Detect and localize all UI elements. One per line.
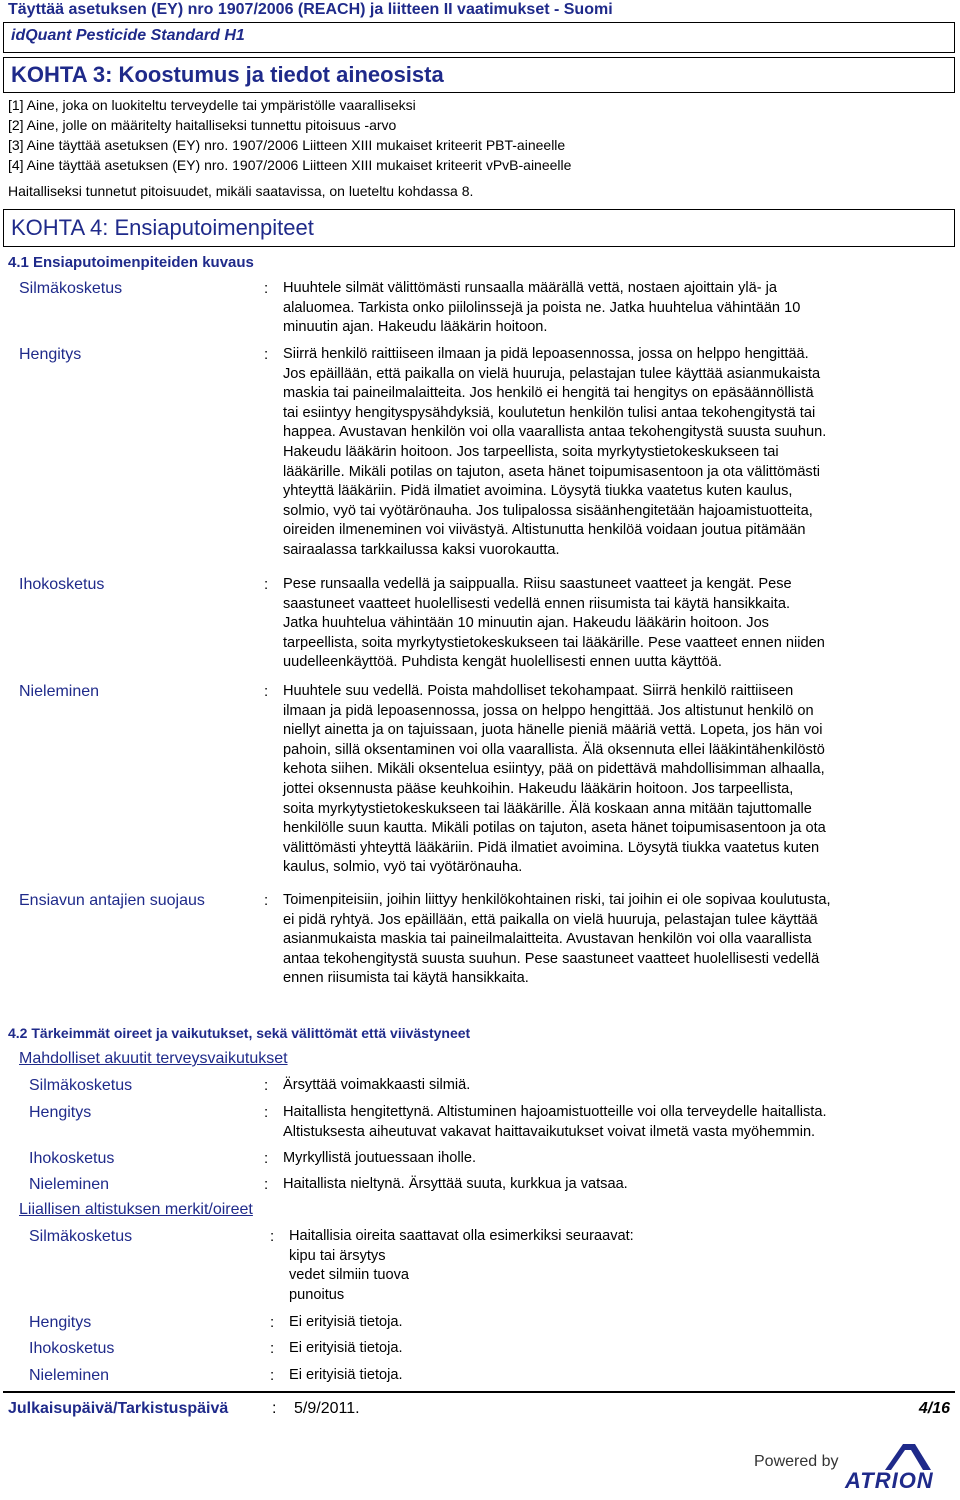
label-colon: : (264, 892, 269, 909)
acute-effects-title: Mahdolliset akuutit terveysvaikutukset (19, 1050, 288, 1067)
section-4-header (3, 209, 955, 247)
measure-label: Hengitys (19, 346, 82, 363)
atrion-logo (845, 1440, 957, 1492)
text-line: solmio, vyö tai vyötärönauha. Jos tulipalossa sisäänhengitetään hajoamistuotteita, (283, 502, 813, 519)
text-line: ei pidä ryhtyä. Jos epäillään, että paikalla on vielä huuruja, pelastajan tulee käyttää (283, 911, 818, 928)
product-name: idQuant Pesticide Standard H1 (11, 27, 245, 44)
text-line: vedet silmiin tuova (289, 1267, 410, 1284)
text-line: Ei erityisiä tietoja. (289, 1314, 403, 1330)
measure-label: Silmäkosketus (29, 1228, 133, 1245)
section-3-title: KOHTA 3: Koostumus ja tiedot aineosista (11, 62, 444, 87)
text-line: asianmukaista maskia tai paineilmalaitteita. Avustavan henkilön voi olla vaarallista (283, 931, 812, 948)
note-line: [3] Aine täyttää asetuksen (EY) nro. 1907/2006 Liitteen XIII mukaiset kriteerit PBT-aineelle (8, 137, 566, 153)
text-line: Siirrä henkilö raittiiseen ilmaan ja pidä lepoasennossa, jossa on helppo hengittää. (283, 346, 809, 362)
text-line: maskia tai paineilmalaitteita. Jos henkilö ei hengitä tai hengitys on epäsäännöllistä (283, 385, 814, 402)
label-colon: : (264, 683, 269, 700)
measure-label: Silmäkosketus (19, 280, 123, 297)
document-title: Täyttää asetuksen (EY) nro 1907/2006 (REACH) ja liitteen II vaatimukset - Suomi (8, 1, 613, 18)
label-colon: : (270, 1367, 275, 1384)
issue-date-colon: : (272, 1400, 277, 1417)
measure-label: Silmäkosketus (29, 1077, 133, 1094)
powered-by-text: Powered by (754, 1453, 839, 1470)
text-line: Ei erityisiä tietoja. (289, 1340, 403, 1356)
note-line: [4] Aine täyttää asetuksen (EY) nro. 1907/2006 Liitteen XIII mukaiset kriteerit vPvB-aineelle (8, 157, 572, 173)
label-colon: : (264, 346, 269, 363)
label-colon: : (270, 1340, 275, 1357)
text-line: lääkärille. Mikäli potilas on tajuton, aseta hänet toipumisasentoon ja ota välittömästi (283, 463, 821, 480)
label-colon: : (270, 1228, 275, 1245)
measure-text (283, 279, 800, 338)
text-line: Altistuksesta aiheutuvat vakavat haittavaikutukset voivat ilmetä vasta myöhemmin. (283, 1123, 816, 1140)
measure-label: Hengitys (29, 1104, 92, 1121)
measure-text (289, 1339, 403, 1359)
text-line: pahoin, sillä oksentaminen voi olla vaarallista. Älä oksennuta ellei lääkintähenkilöstö (283, 741, 825, 758)
product-box (3, 22, 955, 53)
text-line: niellyt ainetta ja on tajuissaan, juota hänelle pieniä määriä vettä. Lopeta, jos hän voi (283, 722, 823, 739)
text-line: kaulus, solmio, vyö tai vyötärönauha. (283, 859, 523, 876)
measure-text (289, 1227, 634, 1305)
measure-label: Nieleminen (29, 1367, 110, 1384)
text-line: happea. Avustavan henkilön voi olla vaarallista antaa tekohengitystä suusta suuhun. (283, 424, 827, 441)
text-line: Haitallista hengitettynä. Altistuminen hajoamistuotteille voi olla terveydelle haitallista. (283, 1104, 827, 1120)
section-4-title: KOHTA 4: Ensiaputoimenpiteet (11, 215, 314, 240)
text-line: kehota siihen. Mikäli oksentelua esiintyy, pää on pidettävä mahdollisimman alhaalla, (283, 761, 825, 778)
text-line: soita myrkytystietokeskukseen tai lääkärille. Älä koskaan anna mitään tajuttomalle (283, 800, 812, 817)
label-colon: : (264, 576, 269, 593)
text-line: henkilölle suun kautta. Mikäli potilas on tajuton, aseta hänet toipumisasentoon ja ota (283, 820, 826, 837)
text-line: Jatka huuhtelua vähintään 10 minuutin ajan. Hakeudu lääkärin hoitoon. Jos (283, 615, 769, 632)
text-line: uudelleenkäyttöä. Puhdista kengät huolellisesti ennen uutta käyttöä. (283, 654, 722, 671)
measure-label: Nieleminen (29, 1176, 110, 1193)
text-line: punoitus (289, 1286, 345, 1303)
measure-label: Ihokosketus (29, 1340, 115, 1357)
note-line: [2] Aine, jolle on määritelty haitalliseksi tunnettu pitoisuus -arvo (8, 117, 397, 133)
text-line: sairaalassa tarkkailussa kaksi vuorokautta. (283, 541, 560, 558)
text-line: oireiden ilmeneminen voi viivästyä. Altistunutta henkilöä voidaan joutua pitämään (283, 522, 806, 539)
text-line: minuutin ajan. Hakeudu lääkärin hoitoon. (283, 319, 548, 336)
label-colon: : (270, 1314, 275, 1331)
text-line: Toimenpiteisiin, joihin liittyy henkilökohtainen riski, tai joihin ei ole sopivaa koulutusta, (283, 892, 831, 908)
text-line: jottei oksennusta pääse keuhkoihin. Hakeudu lääkärin hoitoon. Jos tarpeellista, (283, 780, 794, 797)
issue-date-value: 5/9/2011. (294, 1400, 360, 1417)
overexposure-title: Liiallisen altistuksen merkit/oireet (19, 1201, 253, 1218)
measure-text (283, 345, 826, 561)
measure-label: Ihokosketus (29, 1150, 115, 1167)
text-line: ilmaan ja pidä lepoasennossa, jossa on helppo hengittää. Jos altistunut henkilö on (283, 702, 814, 719)
text-line: Jos epäillään, että paikalla on vielä huuruja, pelastajan tulee käyttää asianmukaista (283, 365, 821, 382)
text-line: välittömästi yhteyttä lääkäriin. Pidä ilmatiet avoimina. Löysytä tiukka vaatetus kuten (283, 839, 820, 856)
measure-text (283, 891, 831, 989)
page-number: 4/16 (918, 1400, 950, 1417)
text-line: alaluomea. Tarkista onko piilolinssejä ja poista ne. Jatka huuhtelua vähintään 10 (283, 299, 801, 316)
measure-text (283, 1076, 470, 1096)
text-line: kipu tai ärsytys (289, 1247, 386, 1264)
text-line: Pese runsaalla vedellä ja saippualla. Riisu saastuneet vaatteet ja kengät. Pese (283, 576, 792, 592)
text-line: antaa tekohengitystä suusta suuhun. Pese saastuneet vaatteet huolellisesti vedellä (283, 950, 820, 967)
text-line: Ei erityisiä tietoja. (289, 1367, 403, 1383)
measure-label: Hengitys (29, 1314, 92, 1331)
measure-text (283, 682, 826, 878)
measure-text (289, 1366, 403, 1386)
label-colon: : (264, 1104, 269, 1121)
footer-divider (3, 1391, 955, 1393)
label-colon: : (264, 280, 269, 297)
text-line: Myrkyllistä joutuessaan iholle. (283, 1150, 477, 1166)
text-line: Ärsyttää voimakkaasti silmiä. (283, 1077, 471, 1093)
note-line: [1] Aine, joka on luokiteltu terveydelle tai ympäristölle vaaralliseksi (8, 97, 416, 113)
measure-text (283, 1103, 827, 1142)
text-line: Hakeudu lääkärin hoitoon. Jos tarpeellista, soita myrkytystietokeskukseen tai (283, 443, 779, 460)
label-colon: : (264, 1150, 269, 1167)
measure-text (283, 575, 825, 673)
measure-text (289, 1313, 403, 1333)
text-line: Haitallista nieltynä. Ärsyttää suuta, kurkkua ja vatsaa. (283, 1176, 628, 1192)
limits-note: Haitalliseksi tunnetut pitoisuudet, mikäli saatavissa, on lueteltu kohdassa 8. (8, 183, 474, 199)
subsection-4-2-title: 4.2 Tärkeimmät oireet ja vaikutukset, sekä välittömät että viivästyneet (8, 1025, 471, 1041)
subsection-4-1-title: 4.1 Ensiaputoimenpiteiden kuvaus (8, 254, 254, 271)
measure-label: Ensiavun antajien suojaus (19, 892, 205, 909)
label-colon: : (264, 1176, 269, 1193)
text-line: tarpeellista, soita myrkytystietokeskukseen tai lääkärille. Pese vaatteet ennen niiden (283, 634, 825, 651)
text-line: Haitallisia oireita saattavat olla esimerkiksi seuraavat: (289, 1228, 634, 1244)
measure-text (283, 1175, 628, 1195)
text-line: Huuhtele silmät välittömästi runsaalla määrällä vettä, nostaen ajoittain ylä- ja (283, 280, 777, 296)
label-colon: : (264, 1077, 269, 1094)
text-line: Huuhtele suu vedellä. Poista mahdolliset tekohampaat. Siirrä henkilö raittiiseen (283, 683, 794, 699)
text-line: ennen riisumista tai käytä hansikkaita. (283, 970, 529, 987)
measure-label: Ihokosketus (19, 576, 105, 593)
atrion-logo-text: ATRION (845, 1468, 934, 1493)
measure-label: Nieleminen (19, 683, 100, 700)
measure-text (283, 1149, 476, 1169)
text-line: tai esiintyy hengityspysähdyksiä, koulutetun henkilön tulisi antaa tekohengitystä tai (283, 404, 816, 421)
text-line: saastuneet vaatteet huolellisesti vedellä ennen riisumista tai käytä hansikkaita. (283, 595, 791, 612)
section-3-header (3, 57, 955, 93)
text-line: yhteyttä lääkäriin. Pidä ilmatiet avoimina. Löysytä tiukka vaatetus kuten kaulus, (283, 483, 793, 500)
issue-date-label: Julkaisupäivä/Tarkistuspäivä (8, 1400, 229, 1417)
